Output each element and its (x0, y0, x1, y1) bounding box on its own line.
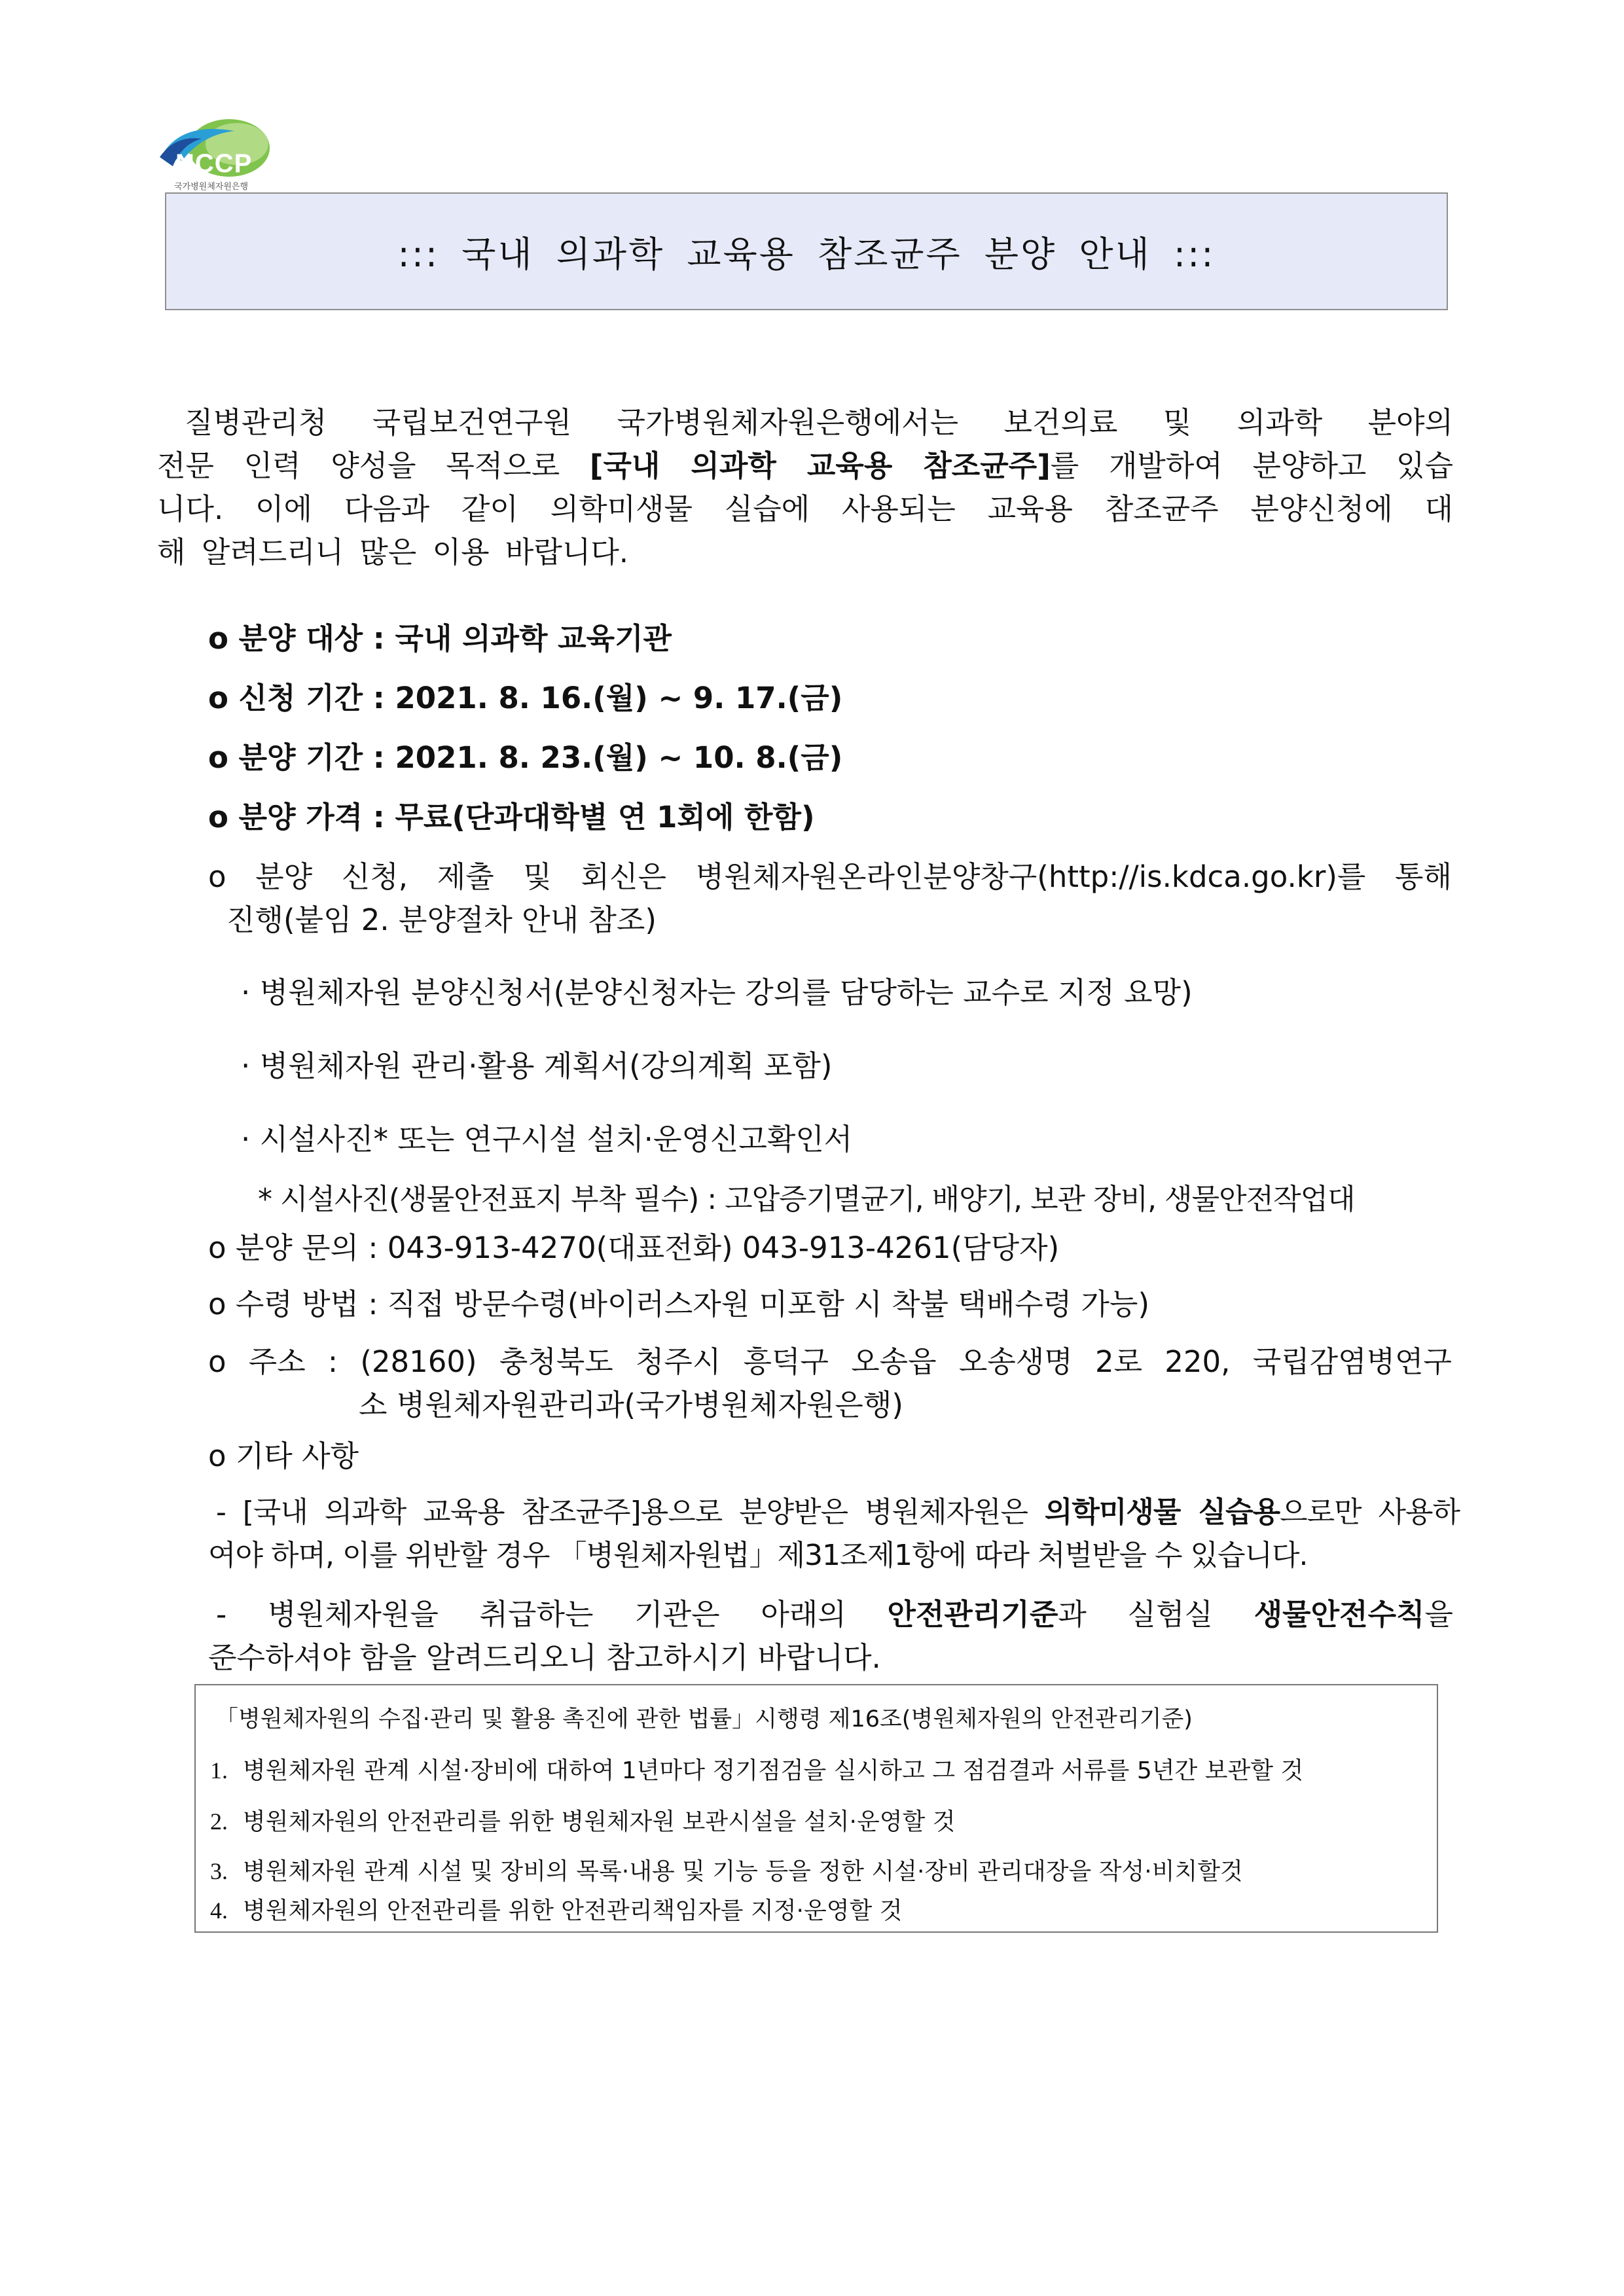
etc-emphasis: 안전관리기준 (887, 1597, 1058, 1632)
regulation-item-text: 병원체자원의 안전관리를 위한 병원체자원 보관시설을 설치·운영할 것 (242, 1808, 956, 1835)
regulation-item-number: 4. (210, 1897, 228, 1924)
etc-text: 으로만 사용하 (1280, 1496, 1460, 1529)
intro-line-4: 해 알려드리니 많은 이용 바랍니다. (157, 535, 629, 569)
intro-line-2 (157, 444, 1453, 488)
item-target: o 분양 대상 : 국내 의과학 교육기관 (208, 621, 672, 656)
intro-emphasis: [국내 의과학 교육용 참조균주] (589, 448, 1051, 483)
item-apply-method-2: 진행(붙임 2. 분양절차 안내 참조) (226, 903, 657, 937)
item-address-1: o 주소 : (28160) 충청북도 청주시 흥덕구 오송읍 오송생명 2로 220, 국립감염병연구 (208, 1344, 1452, 1379)
regulation-item-text: 병원체자원 관계 시설·장비에 대하여 1년마다 정기점검을 실시하고 그 점검결과 서류를 5년간 보관할 것 (242, 1757, 1304, 1784)
etc-emphasis: 의학미생물 실습용 (1044, 1496, 1280, 1529)
intro-text: 전문 인력 양성을 목적으로 (157, 448, 590, 483)
page-title: ::: 국내 의과학 교육용 참조균주 분양 안내 ::: (397, 233, 1216, 275)
item-receive: o 수령 방법 : 직접 방문수령(바이러스자원 미포함 시 착불 택배수령 가능) (208, 1287, 1150, 1321)
intro-line-3: 니다. 이에 다음과 같이 의학미생물 실습에 사용되는 교육용 참조균주 분양신청에 대 (157, 492, 1453, 526)
etc-paragraph-1-line-1 (216, 1491, 1460, 1534)
doc-item-3: · 시설사진* 또는 연구시설 설치·운영신고확인서 (241, 1122, 853, 1157)
etc-emphasis: 생물안전수칙 (1254, 1597, 1425, 1632)
item-etc: o 기타 사항 (208, 1439, 359, 1473)
regulation-item-number: 1. (210, 1757, 228, 1784)
item-dist-period: o 분양 기간 : 2021. 8. 23.(월) ~ 10. 8.(금) (208, 740, 843, 775)
regulation-item-number: 3. (210, 1858, 228, 1884)
regulation-item (210, 1804, 956, 1839)
regulation-item (210, 1753, 1303, 1788)
etc-paragraph-2-line-2: 준수하셔야 함을 알려드리오니 참고하시기 바랍니다. (208, 1640, 881, 1675)
intro-line-1: 질병관리청 국립보건연구원 국가병원체자원은행에서는 보건의료 및 의과학 분야의 (185, 405, 1453, 440)
regulation-item-text: 병원체자원 관계 시설 및 장비의 목록·내용 및 기능 등을 정한 시설·장비 관리대장을 작성·비치할것 (242, 1858, 1243, 1885)
regulation-item-text: 병원체자원의 안전관리를 위한 안전관리책임자를 지정·운영할 것 (242, 1897, 903, 1924)
logo-caption: 국가병원체자원은행 (174, 182, 249, 192)
etc-paragraph-1-line-2: 여야 하며, 이를 위반할 경우 「병원체자원법」제31조제1항에 따라 처벌받을 수 있습니다. (208, 1539, 1308, 1572)
etc-paragraph-2-line-1 (216, 1593, 1453, 1636)
regulation-item (210, 1893, 903, 1928)
regulation-heading: 「병원체자원의 수집·관리 및 활용 촉진에 관한 법률」시행령 제16조(병원체자원의 안전관리기준) (215, 1706, 1193, 1732)
item-inquiry: o 분양 문의 : 043-913-4270(대표전화) 043-913-4261(담당자) (208, 1230, 1060, 1265)
item-price: o 분양 가격 : 무료(단과대학별 연 1회에 한함) (208, 800, 815, 834)
title-box (165, 192, 1448, 310)
doc-item-1: · 병원체자원 분양신청서(분양신청자는 강의를 담당하는 교수로 지정 요망) (241, 975, 1193, 1010)
item-apply-method-1: o 분양 신청, 제출 및 회신은 병원체자원온라인분양창구(http://is.kdca.go.kr)를 통해 (208, 859, 1452, 894)
regulation-box (194, 1684, 1438, 1933)
logo-wordmark: NCCP (175, 149, 253, 178)
etc-text: - 병원체자원을 취급하는 기관은 아래의 (216, 1597, 888, 1632)
etc-text: - [국내 의과학 교육용 참조균주]용으로 분양받은 병원체자원은 (216, 1496, 1045, 1529)
etc-text: 을 (1424, 1597, 1453, 1632)
footnote: * 시설사진(생물안전표지 부착 필수) : 고압증기멸균기, 배양기, 보관 장비, 생물안전작업대 (258, 1183, 1355, 1216)
regulation-item (210, 1854, 1243, 1889)
regulation-item-number: 2. (210, 1808, 228, 1835)
item-apply-period: o 신청 기간 : 2021. 8. 16.(월) ~ 9. 17.(금) (208, 681, 843, 715)
etc-text: 과 실험실 (1058, 1597, 1254, 1632)
item-address-2: 소 병원체자원관리과(국가병원체자원은행) (359, 1388, 903, 1422)
doc-item-2: · 병원체자원 관리·활용 계획서(강의계획 포함) (241, 1049, 833, 1083)
intro-text: 를 개발하여 분양하고 있습 (1050, 448, 1454, 483)
